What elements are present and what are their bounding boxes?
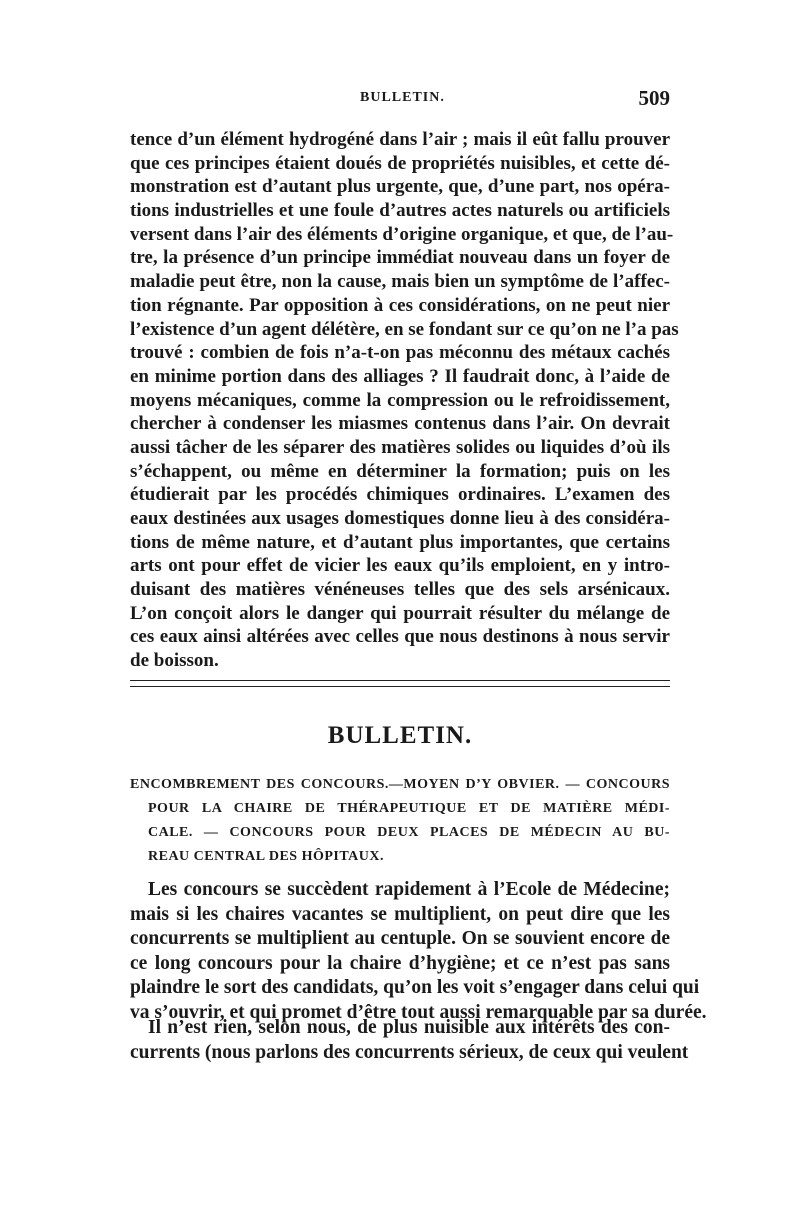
text-line: tions de même nature, et d’autant plus importantes, que certains [130, 531, 670, 553]
section-divider [130, 680, 670, 687]
text-line: de boisson. [130, 650, 219, 672]
summary-line: POUR LA CHAIRE DE THÉRAPEUTIQUE ET DE MATIÈRE MÉDI- [148, 801, 670, 816]
text-line: tence d’un élément hydrogéné dans l’air ; mais il eût fallu prouver [130, 129, 670, 150]
text-line: chercher à condenser les miasmes contenus dans l’air. On devrait [130, 413, 670, 435]
text-line: L’on conçoit alors le danger qui pourrait résulter du mélange de [130, 602, 670, 624]
paragraph-continued [130, 128, 679, 673]
text-line: tion régnante. Par opposition à ces considérations, on ne peut nier [130, 294, 670, 316]
text-line: duisant des matières vénéneuses telles que des sels arsénicaux. [130, 579, 670, 601]
text-line: Il n’est rien, selon nous, de plus nuisible aux intérêts des con- [148, 1017, 670, 1038]
summary-line: REAU CENTRAL DES HÔPITAUX. [148, 849, 384, 864]
running-title: BULLETIN. [360, 90, 445, 105]
text-line: moyens mécaniques, comme la compression ou le refroidissement, [130, 389, 670, 411]
text-line: tre, la présence d’un principe immédiat nouveau dans un foyer de [130, 247, 670, 269]
text-line: versent dans l’air des éléments d’origine organique, et que, de l’au- [130, 223, 674, 245]
summary-line: CALE. — CONCOURS POUR DEUX PLACES DE MÉDECIN AU BU- [148, 825, 670, 840]
running-head [130, 86, 670, 120]
text-line: maladie peut être, non la cause, mais bien un symptôme de l’affec- [130, 271, 670, 293]
paragraph-interets [130, 1016, 689, 1065]
page-number: 509 [638, 86, 670, 110]
section-title: BULLETIN. [327, 722, 473, 749]
text-line: que ces principes étaient doués de propriétés nuisibles, et cette dé- [130, 152, 670, 174]
text-line: l’existence d’un agent délétère, en se fondant sur ce qu’on ne l’a pas [130, 318, 679, 340]
section-summary [130, 773, 670, 869]
text-line: ces eaux ainsi altérées avec celles que nous destinons à nous servir [130, 626, 670, 648]
text-line: Les concours se succèdent rapidement à l’Ecole de Médecine; [148, 879, 670, 900]
text-line: va s’ouvrir, et qui promet d’être tout aussi remarquable par sa durée. [130, 1001, 707, 1023]
text-line: mais si les chaires vacantes se multiplient, on peut dire que les [130, 903, 670, 925]
text-line: eaux destinées aux usages domestiques donne lieu à des considéra- [130, 508, 670, 529]
text-line: plaindre le sort des candidats, qu’on les voit s’engager dans celui qui [130, 977, 700, 999]
text-line: currents (nous parlons des concurrents sérieux, de ceux qui veulent [130, 1041, 689, 1063]
text-line: concurrents se multiplient au centuple. On se souvient encore de [130, 928, 670, 950]
text-line: monstration est d’autant plus urgente, que, d’une part, nos opéra- [130, 176, 670, 198]
text-line: trouvé : combien de fois n’a-t-on pas méconnu des métaux cachés [130, 342, 670, 364]
text-line: tions industrielles et une foule d’autres actes naturels ou artificiels [130, 200, 670, 222]
text-line: s’échappent, ou même en déterminer la formation; puis on les [130, 460, 670, 482]
text-line: en minime portion dans des alliages ? Il faudrait donc, à l’aide de [130, 365, 670, 387]
text-line: ce long concours pour la chaire d’hygiène; et ce n’est pas sans [130, 952, 670, 974]
text-line: arts ont pour effet de vicier les eaux qu’ils emploient, en y intro- [130, 555, 670, 577]
text-line: aussi tâcher de les séparer des matières solides ou liquides d’où ils [130, 436, 670, 458]
paragraph-concours [130, 878, 707, 1026]
text-line: étudierait par les procédés chimiques ordinaires. L’examen des [130, 484, 670, 506]
summary-line: ENCOMBREMENT DES CONCOURS.—MOYEN D’Y OBVIER. — CONCOURS [130, 777, 670, 792]
